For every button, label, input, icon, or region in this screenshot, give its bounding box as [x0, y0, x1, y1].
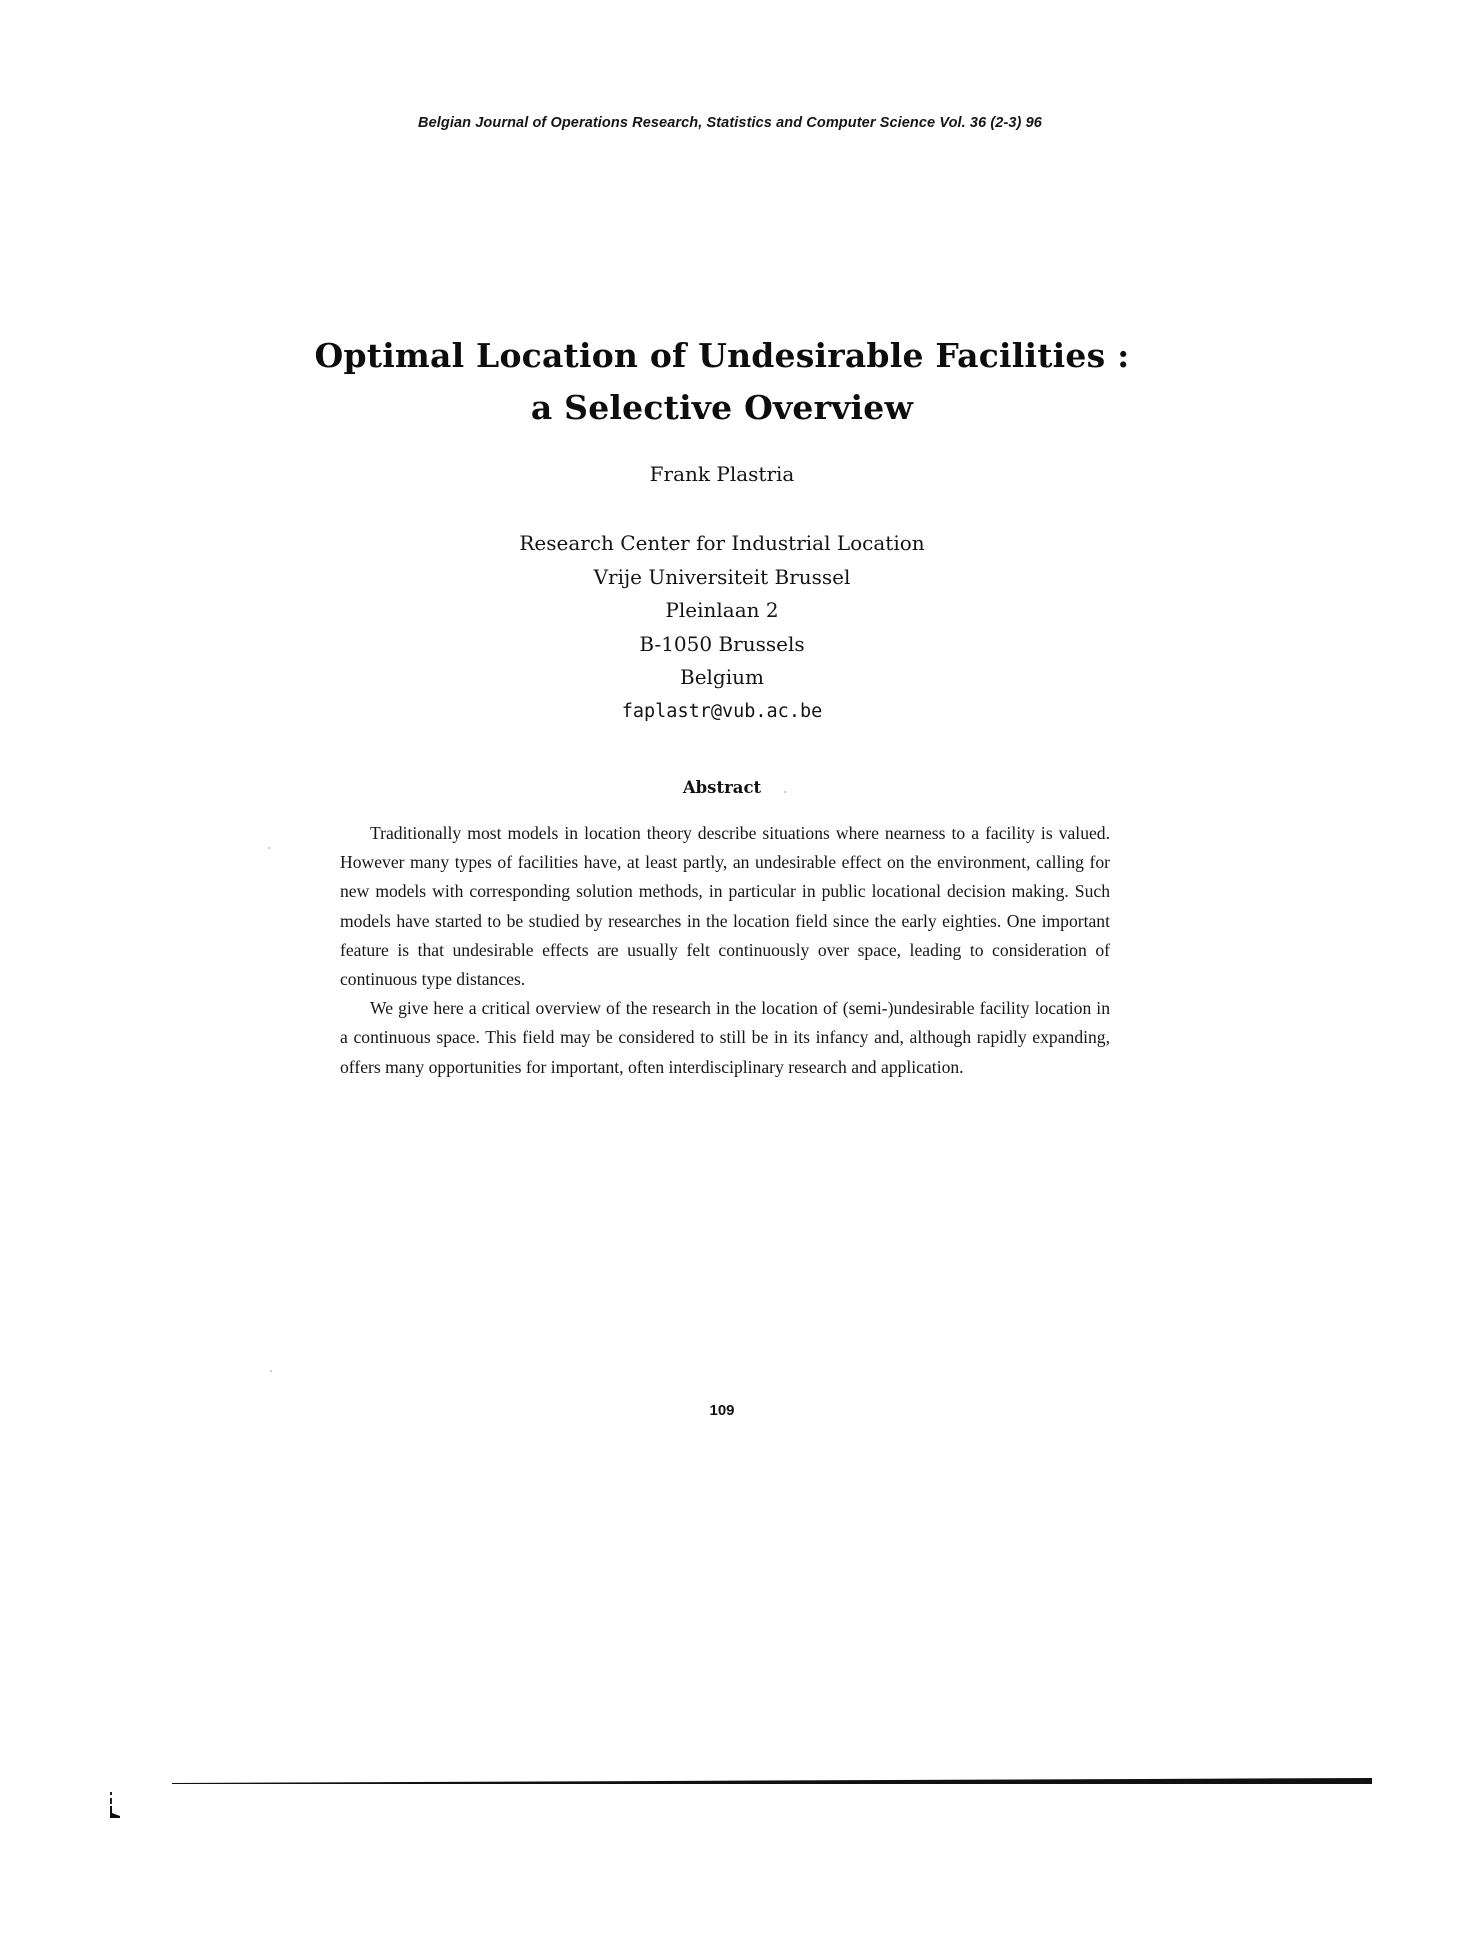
crop-mark-icon [108, 1792, 128, 1818]
affiliation-line: Research Center for Industrial Location [519, 531, 925, 555]
journal-running-header [0, 115, 1484, 131]
scan-speck [270, 1370, 272, 1372]
title-line-1: Optimal Location of Undesirable Facilities : [314, 336, 1130, 375]
abstract-heading: Abstract [682, 778, 762, 797]
affiliation-block [0, 527, 1444, 728]
affiliation-line: B-1050 Brussels [639, 631, 805, 656]
scan-speck [784, 791, 786, 793]
title-line-2: a Selective Overview [530, 388, 914, 427]
journal-header-text: Belgian Journal of Operations Research, Statistics and Computer Science Vol. 36 (2-3) 96 [418, 115, 1042, 131]
abstract-paragraph: Traditionally most models in location theory describe situations where nearness to a facility is valued. However many types of facilities have, at least partly, an undesirable effect on the environment, calling for new models with corresponding solution methods, in particular in public locational decision making. Such models have started to be studied by researches in the location field since the early eighties. One important feature is that undesirable effects are usually felt continuously over space, leading to consideration of continuous type distances. [340, 823, 1110, 990]
affiliation-line: Belgium [680, 665, 764, 689]
abstract-paragraph: We give here a critical overview of the research in the location of (semi-)undesirable facility location in a continuous space. This field may be considered to still be in its infancy and, although rapidly expanding, offers many opportunities for important, often interdisciplinary research and application. [340, 998, 1110, 1077]
affiliation-line: Pleinlaan 2 [665, 598, 779, 622]
paper-title [0, 330, 1444, 434]
scan-edge-line [172, 1774, 1372, 1786]
page-number: 109 [709, 1402, 735, 1419]
scan-speck [268, 847, 270, 849]
author-name: Frank Plastria [649, 462, 795, 486]
affiliation-line: Vrije Universiteit Brussel [593, 564, 851, 589]
abstract-body [340, 819, 1110, 1082]
author-email: faplastr@vub.ac.be [621, 700, 823, 722]
